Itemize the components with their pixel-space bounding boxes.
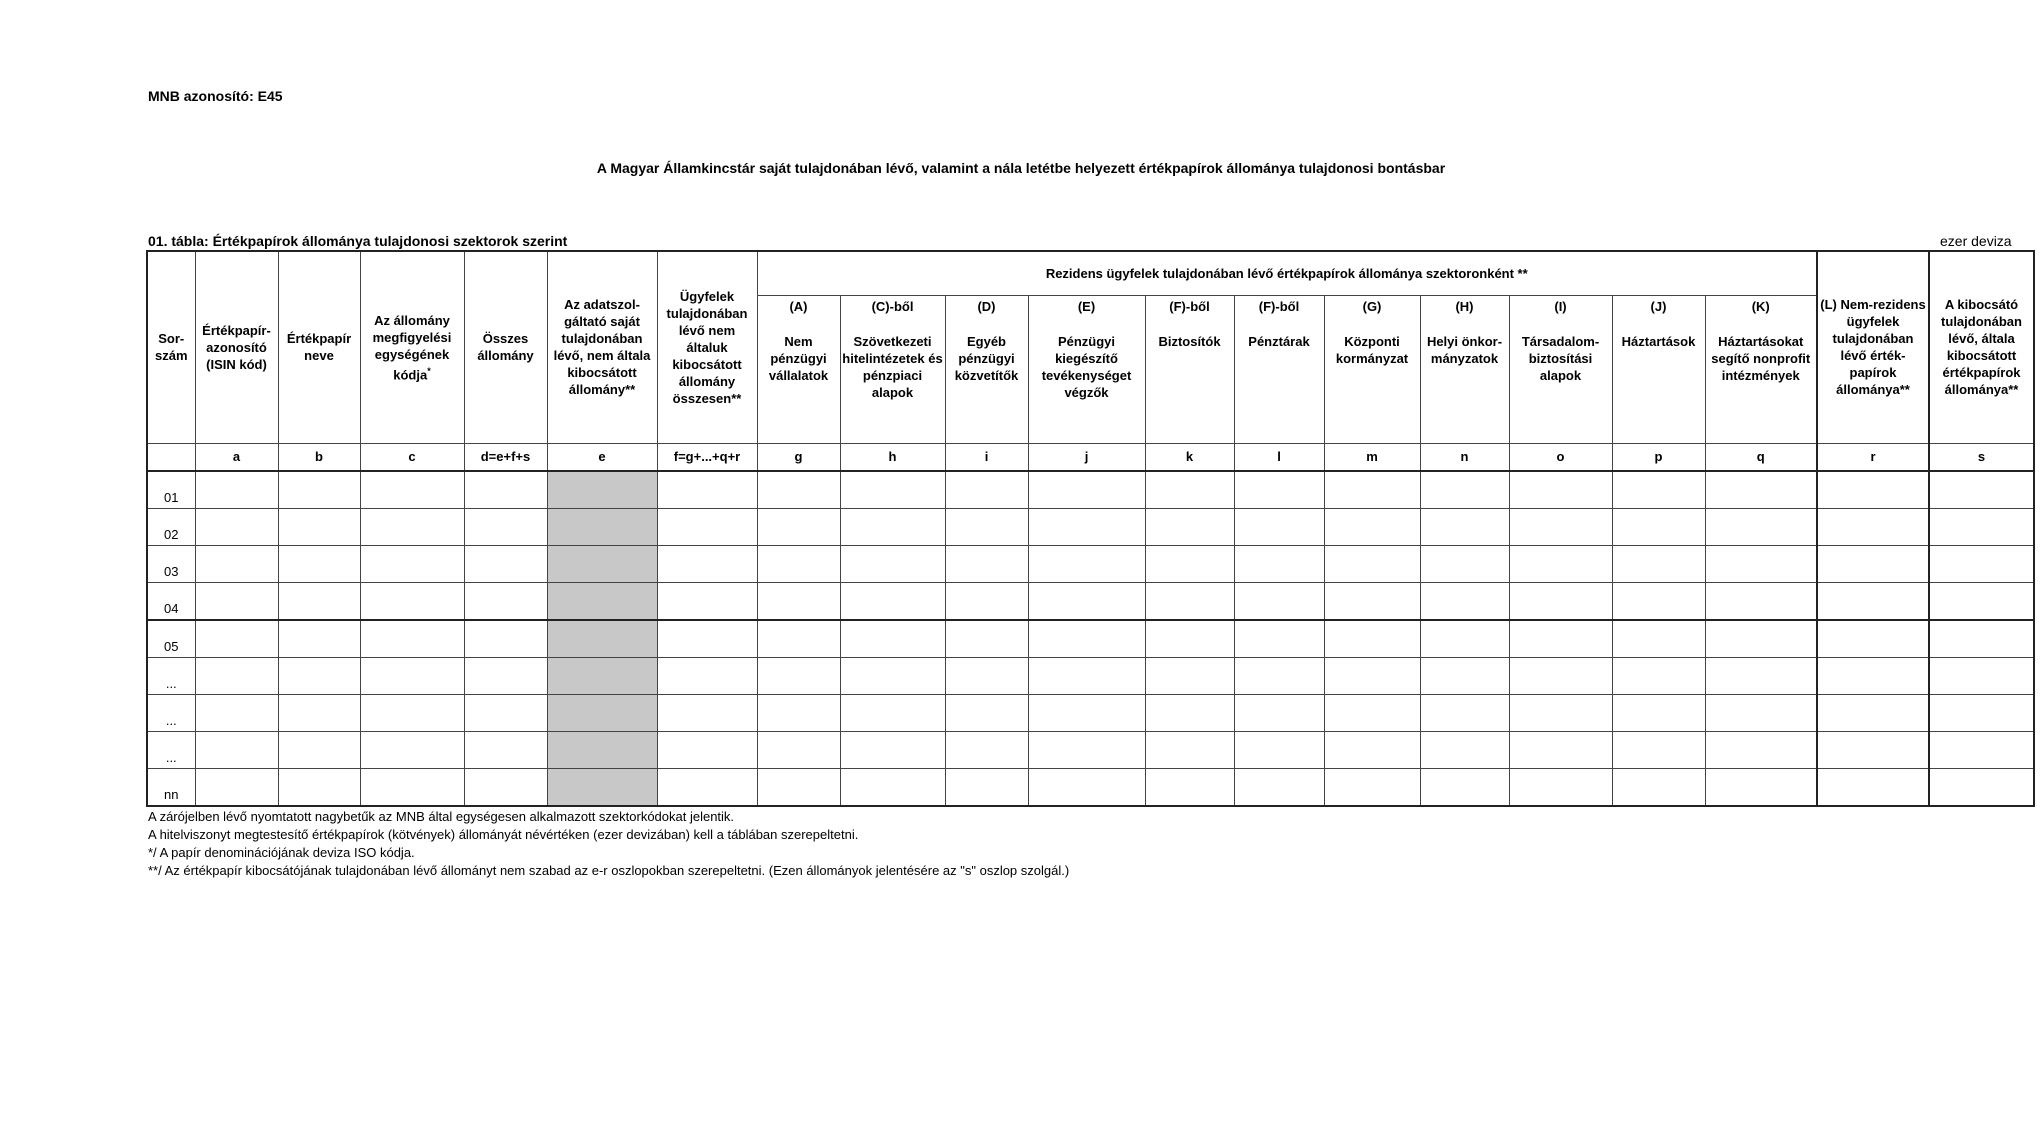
data-cell[interactable]: [1509, 694, 1612, 731]
data-cell[interactable]: [278, 731, 360, 768]
shaded-cell: [547, 731, 657, 768]
data-cell[interactable]: [1509, 657, 1612, 694]
data-cell[interactable]: [657, 582, 757, 620]
data-cell[interactable]: [360, 582, 464, 620]
shaded-cell: [547, 582, 657, 620]
table-row: [147, 471, 2034, 509]
header-sector: [1612, 295, 1705, 443]
data-cell[interactable]: [657, 471, 757, 509]
sector-code: (F)-ből: [1169, 298, 1210, 314]
data-cell[interactable]: [1028, 582, 1145, 620]
data-cell[interactable]: [1929, 582, 2034, 620]
data-cell[interactable]: [278, 545, 360, 582]
data-cell[interactable]: [1028, 768, 1145, 806]
column-letter: h: [840, 443, 945, 471]
data-cell[interactable]: [1817, 768, 1929, 806]
data-cell[interactable]: [1324, 768, 1420, 806]
data-cell[interactable]: [1705, 694, 1817, 731]
column-letter: o: [1509, 443, 1612, 471]
data-cell[interactable]: [1612, 694, 1705, 731]
data-cell[interactable]: [1324, 694, 1420, 731]
data-cell[interactable]: [840, 768, 945, 806]
data-cell[interactable]: [1234, 657, 1324, 694]
data-cell[interactable]: [195, 582, 278, 620]
sector-code: (D): [977, 298, 996, 314]
data-cell[interactable]: [1145, 657, 1234, 694]
data-cell[interactable]: [278, 768, 360, 806]
data-cell[interactable]: [1145, 731, 1234, 768]
data-cell[interactable]: [1420, 694, 1509, 731]
data-cell[interactable]: [1705, 768, 1817, 806]
data-cell[interactable]: [840, 508, 945, 545]
data-cell[interactable]: [1705, 508, 1817, 545]
data-cell[interactable]: [657, 545, 757, 582]
data-cell[interactable]: [195, 694, 278, 731]
shaded-cell: [547, 545, 657, 582]
header-sector: [1145, 295, 1234, 443]
data-cell[interactable]: [1420, 657, 1509, 694]
data-cell[interactable]: [1509, 582, 1612, 620]
data-cell[interactable]: [195, 731, 278, 768]
data-cell[interactable]: [1028, 657, 1145, 694]
data-cell[interactable]: [1145, 471, 1234, 509]
data-cell[interactable]: [278, 694, 360, 731]
data-cell[interactable]: [1705, 657, 1817, 694]
table-caption: 01. tábla: Értékpapírok állománya tulajdonosi szektorok szerint: [148, 233, 568, 249]
header-sector: [1420, 295, 1509, 443]
footnote: A zárójelben lévő nyomtatott nagybetűk az MNB által egységesen alkalmazott szektorkódokat jelentik.: [148, 809, 735, 824]
data-cell[interactable]: [195, 508, 278, 545]
table-row: [147, 768, 2034, 806]
data-cell[interactable]: [757, 471, 840, 509]
column-letter: m: [1324, 443, 1420, 471]
data-cell[interactable]: [464, 545, 547, 582]
shaded-cell: [547, 768, 657, 806]
data-cell[interactable]: [464, 731, 547, 768]
data-cell[interactable]: [757, 582, 840, 620]
data-cell[interactable]: [1420, 620, 1509, 658]
data-cell[interactable]: [1509, 768, 1612, 806]
column-letter: k: [1145, 443, 1234, 471]
data-cell[interactable]: [360, 657, 464, 694]
data-cell[interactable]: [945, 471, 1028, 509]
sector-code: (K): [1751, 298, 1770, 314]
header-total: Összes állomány: [464, 251, 547, 443]
data-cell[interactable]: [1324, 508, 1420, 545]
data-cell[interactable]: [945, 694, 1028, 731]
data-cell[interactable]: [278, 620, 360, 658]
sector-label: Pénztárak: [1248, 333, 1310, 349]
sector-code: (H): [1455, 298, 1474, 314]
footnotes: [148, 808, 1069, 880]
row-number: 01: [147, 471, 195, 509]
data-cell[interactable]: [1929, 731, 2034, 768]
data-cell[interactable]: [657, 620, 757, 658]
sector-code: (F)-ből: [1258, 298, 1300, 314]
data-cell[interactable]: [1929, 620, 2034, 658]
data-cell[interactable]: [1324, 620, 1420, 658]
data-cell[interactable]: [1028, 620, 1145, 658]
footnote: A hitelviszonyt megtestesítő értékpapírok (kötvények) állományát névértéken (ezer devizában) kell a táblában szerepeltetni.: [148, 827, 859, 842]
data-cell[interactable]: [657, 731, 757, 768]
asterisk-mark: *: [427, 365, 431, 376]
table-row: [147, 694, 2034, 731]
data-cell[interactable]: [1420, 545, 1509, 582]
header-sector: [1234, 295, 1324, 443]
data-cell[interactable]: [840, 731, 945, 768]
data-cell[interactable]: [840, 657, 945, 694]
sector-code: (G): [1362, 298, 1382, 314]
data-cell[interactable]: [1509, 508, 1612, 545]
data-cell[interactable]: [464, 768, 547, 806]
data-cell[interactable]: [1612, 471, 1705, 509]
data-cell[interactable]: [840, 471, 945, 509]
sector-code: (J): [1650, 298, 1667, 314]
data-cell[interactable]: [1929, 545, 2034, 582]
header-sector: [757, 295, 840, 443]
data-cell[interactable]: [360, 545, 464, 582]
data-cell[interactable]: [278, 657, 360, 694]
column-letter: d=e+f+s: [464, 443, 547, 471]
footnote: **/ Az értékpapír kibocsátójának tulajdonában lévő állományt nem szabad az e-r oszlopokban szerepeltetni. (Ezen állományok jelentésére az "s" oszlop szolgál.): [148, 863, 1070, 878]
sector-code: (A): [789, 298, 808, 314]
data-cell[interactable]: [360, 731, 464, 768]
data-cell[interactable]: [1420, 768, 1509, 806]
column-letter: n: [1420, 443, 1509, 471]
data-cell[interactable]: [757, 768, 840, 806]
data-cell[interactable]: [1612, 620, 1705, 658]
data-cell[interactable]: [1145, 545, 1234, 582]
header-nonresident: (L) Nem-rezidens ügyfelek tulajdonában lévő érték-papírok állománya**: [1817, 251, 1929, 443]
data-cell[interactable]: [1420, 731, 1509, 768]
data-cell[interactable]: [360, 768, 464, 806]
data-cell[interactable]: [360, 620, 464, 658]
data-cell[interactable]: [1324, 657, 1420, 694]
data-cell[interactable]: [1612, 545, 1705, 582]
data-cell[interactable]: [945, 582, 1028, 620]
row-number: ...: [147, 694, 195, 731]
data-cell[interactable]: [1612, 731, 1705, 768]
data-cell[interactable]: [657, 657, 757, 694]
data-cell[interactable]: [1145, 508, 1234, 545]
form-identifier: MNB azonosító: E45: [148, 88, 283, 104]
data-cell[interactable]: [464, 657, 547, 694]
data-cell[interactable]: [1234, 508, 1324, 545]
column-letter: c: [360, 443, 464, 471]
column-letter: l: [1234, 443, 1324, 471]
data-cell[interactable]: [1705, 620, 1817, 658]
sector-label: Biztosítók: [1158, 333, 1221, 349]
shaded-cell: [547, 620, 657, 658]
data-cell[interactable]: [360, 508, 464, 545]
data-cell[interactable]: [464, 694, 547, 731]
data-cell[interactable]: [1612, 657, 1705, 694]
header-client-holdings: Ügyfelek tulajdonában lévő nem általuk kibocsátott állomány összesen**: [657, 251, 757, 443]
column-letter: e: [547, 443, 657, 471]
data-cell[interactable]: [1234, 620, 1324, 658]
data-cell[interactable]: [1817, 582, 1929, 620]
header-unit-code: Az állomány megfigyelési egységének kódja*: [360, 251, 464, 443]
data-cell[interactable]: [945, 620, 1028, 658]
data-cell[interactable]: [1817, 471, 1929, 509]
page-title: A Magyar Államkincstár saját tulajdonában lévő, valamint a nála letétbe helyezett értékpapírok állománya tulajdonosi bontásbar: [596, 160, 1446, 176]
data-cell[interactable]: [1929, 508, 2034, 545]
data-cell[interactable]: [757, 508, 840, 545]
data-cell[interactable]: [195, 471, 278, 509]
shaded-cell: [547, 508, 657, 545]
data-cell[interactable]: [278, 471, 360, 509]
data-cell[interactable]: [1420, 508, 1509, 545]
data-cell[interactable]: [657, 508, 757, 545]
data-cell[interactable]: [757, 657, 840, 694]
row-number: 03: [147, 545, 195, 582]
header-resident-group: Rezidens ügyfelek tulajdonában lévő értékpapírok állománya szektoronként **: [757, 251, 1817, 295]
data-cell[interactable]: [1817, 545, 1929, 582]
data-cell[interactable]: [1817, 620, 1929, 658]
data-cell[interactable]: [757, 694, 840, 731]
table-row: [147, 508, 2034, 545]
data-cell[interactable]: [1509, 471, 1612, 509]
data-cell[interactable]: [1234, 694, 1324, 731]
table-row: [147, 731, 2034, 768]
sector-label: Nem pénzügyi vállalatok: [768, 333, 829, 383]
data-cell[interactable]: [1612, 582, 1705, 620]
header-serial: Sor-szám: [147, 251, 195, 443]
data-cell[interactable]: [1028, 694, 1145, 731]
data-cell[interactable]: [1028, 731, 1145, 768]
data-cell[interactable]: [840, 545, 945, 582]
data-cell[interactable]: [657, 694, 757, 731]
data-cell[interactable]: [1028, 545, 1145, 582]
column-letter: b: [278, 443, 360, 471]
data-cell[interactable]: [1612, 768, 1705, 806]
data-cell[interactable]: [1234, 582, 1324, 620]
sector-label: Egyéb pénzügyi közvetítők: [954, 333, 1019, 383]
data-cell[interactable]: [1705, 545, 1817, 582]
data-cell[interactable]: [757, 545, 840, 582]
column-letter: i: [945, 443, 1028, 471]
data-cell[interactable]: [1705, 731, 1817, 768]
unit-label: ezer deviza: [1940, 233, 2012, 249]
data-cell[interactable]: [1817, 508, 1929, 545]
data-cell[interactable]: [1145, 582, 1234, 620]
data-cell[interactable]: [1705, 471, 1817, 509]
data-cell[interactable]: [464, 508, 547, 545]
header-sector: [1509, 295, 1612, 443]
data-cell[interactable]: [945, 545, 1028, 582]
shaded-cell: [547, 657, 657, 694]
header-sector: [1324, 295, 1420, 443]
data-cell[interactable]: [945, 657, 1028, 694]
data-cell[interactable]: [840, 694, 945, 731]
data-cell[interactable]: [464, 471, 547, 509]
data-cell[interactable]: [1234, 768, 1324, 806]
column-letter: f=g+...+q+r: [657, 443, 757, 471]
securities-table: [146, 250, 2035, 807]
data-cell[interactable]: [840, 582, 945, 620]
data-cell[interactable]: [1929, 471, 2034, 509]
data-cell[interactable]: [1324, 471, 1420, 509]
data-cell[interactable]: [1509, 620, 1612, 658]
column-letter: g: [757, 443, 840, 471]
data-cell[interactable]: [195, 768, 278, 806]
data-cell[interactable]: [1324, 582, 1420, 620]
data-cell[interactable]: [1234, 545, 1324, 582]
sector-label: Társadalom-biztosítási alapok: [1521, 333, 1600, 383]
data-cell[interactable]: [945, 768, 1028, 806]
data-cell[interactable]: [1420, 471, 1509, 509]
data-cell[interactable]: [464, 582, 547, 620]
data-cell[interactable]: [195, 657, 278, 694]
data-cell[interactable]: [464, 620, 547, 658]
data-cell[interactable]: [1234, 471, 1324, 509]
data-cell[interactable]: [360, 471, 464, 509]
data-cell[interactable]: [1324, 545, 1420, 582]
data-cell[interactable]: [1145, 620, 1234, 658]
data-cell[interactable]: [278, 508, 360, 545]
letter-cell: [147, 443, 195, 471]
row-number: nn: [147, 768, 195, 806]
column-letter: s: [1929, 443, 2034, 471]
shaded-cell: [547, 471, 657, 509]
header-issuer-holdings: A kibocsátó tulajdonában lévő, általa kibocsátott értékpapírok állománya**: [1929, 251, 2034, 443]
data-cell[interactable]: [1817, 731, 1929, 768]
data-cell[interactable]: [1028, 471, 1145, 509]
row-number: 05: [147, 620, 195, 658]
column-letter: r: [1817, 443, 1929, 471]
data-cell[interactable]: [945, 731, 1028, 768]
sector-code: (I): [1554, 298, 1567, 314]
table-row: [147, 582, 2034, 620]
data-cell[interactable]: [1929, 657, 2034, 694]
data-cell[interactable]: [1234, 731, 1324, 768]
header-sector: [945, 295, 1028, 443]
row-number: ...: [147, 731, 195, 768]
row-number: 04: [147, 582, 195, 620]
data-cell[interactable]: [195, 545, 278, 582]
header-security-name: Értékpapír neve: [278, 251, 360, 443]
data-cell[interactable]: [1509, 731, 1612, 768]
sector-label: Pénzügyi kiegészítő tevékenységet végzők: [1041, 333, 1132, 400]
table-row: [147, 620, 2034, 658]
header-own-holdings: Az adatszol-gáltató saját tulajdonában lévő, nem általa kibocsátott állomány**: [547, 251, 657, 443]
data-cell[interactable]: [1817, 657, 1929, 694]
data-cell[interactable]: [1028, 508, 1145, 545]
sector-label: Központi kormányzat: [1335, 333, 1409, 366]
data-cell[interactable]: [1929, 768, 2034, 806]
data-cell[interactable]: [1420, 582, 1509, 620]
data-cell[interactable]: [1145, 768, 1234, 806]
data-cell[interactable]: [1817, 694, 1929, 731]
shaded-cell: [547, 694, 657, 731]
sector-label: Háztartásokat segítő nonprofit intézmények: [1711, 333, 1811, 383]
table-row: [147, 545, 2034, 582]
data-cell[interactable]: [278, 582, 360, 620]
data-cell[interactable]: [1929, 694, 2034, 731]
column-letter: a: [195, 443, 278, 471]
row-number: 02: [147, 508, 195, 545]
data-cell[interactable]: [360, 694, 464, 731]
data-cell[interactable]: [1705, 582, 1817, 620]
data-cell[interactable]: [657, 768, 757, 806]
data-cell[interactable]: [1324, 731, 1420, 768]
data-cell[interactable]: [1509, 545, 1612, 582]
sector-code: (C)-ből: [871, 298, 914, 314]
column-letter: q: [1705, 443, 1817, 471]
data-cell[interactable]: [840, 620, 945, 658]
data-cell[interactable]: [195, 620, 278, 658]
footnote: */ A papír denominációjának deviza ISO kódja.: [148, 845, 415, 860]
row-number: ...: [147, 657, 195, 694]
header-sector: [1705, 295, 1817, 443]
column-letter: j: [1028, 443, 1145, 471]
data-cell[interactable]: [757, 620, 840, 658]
header-sector: [840, 295, 945, 443]
data-cell[interactable]: [1612, 508, 1705, 545]
table-row: [147, 657, 2034, 694]
data-cell[interactable]: [945, 508, 1028, 545]
column-letter: p: [1612, 443, 1705, 471]
sector-label: Szövetkezeti hitelintézetek és pénzpiaci alapok: [842, 333, 943, 400]
sector-label: Helyi önkor-mányzatok: [1426, 333, 1503, 366]
sector-label: Háztartások: [1621, 333, 1696, 349]
data-cell[interactable]: [757, 731, 840, 768]
sector-code: (E): [1077, 298, 1096, 314]
header-isin: Értékpapír-azonosító (ISIN kód): [195, 251, 278, 443]
header-sector: [1028, 295, 1145, 443]
data-cell[interactable]: [1145, 694, 1234, 731]
